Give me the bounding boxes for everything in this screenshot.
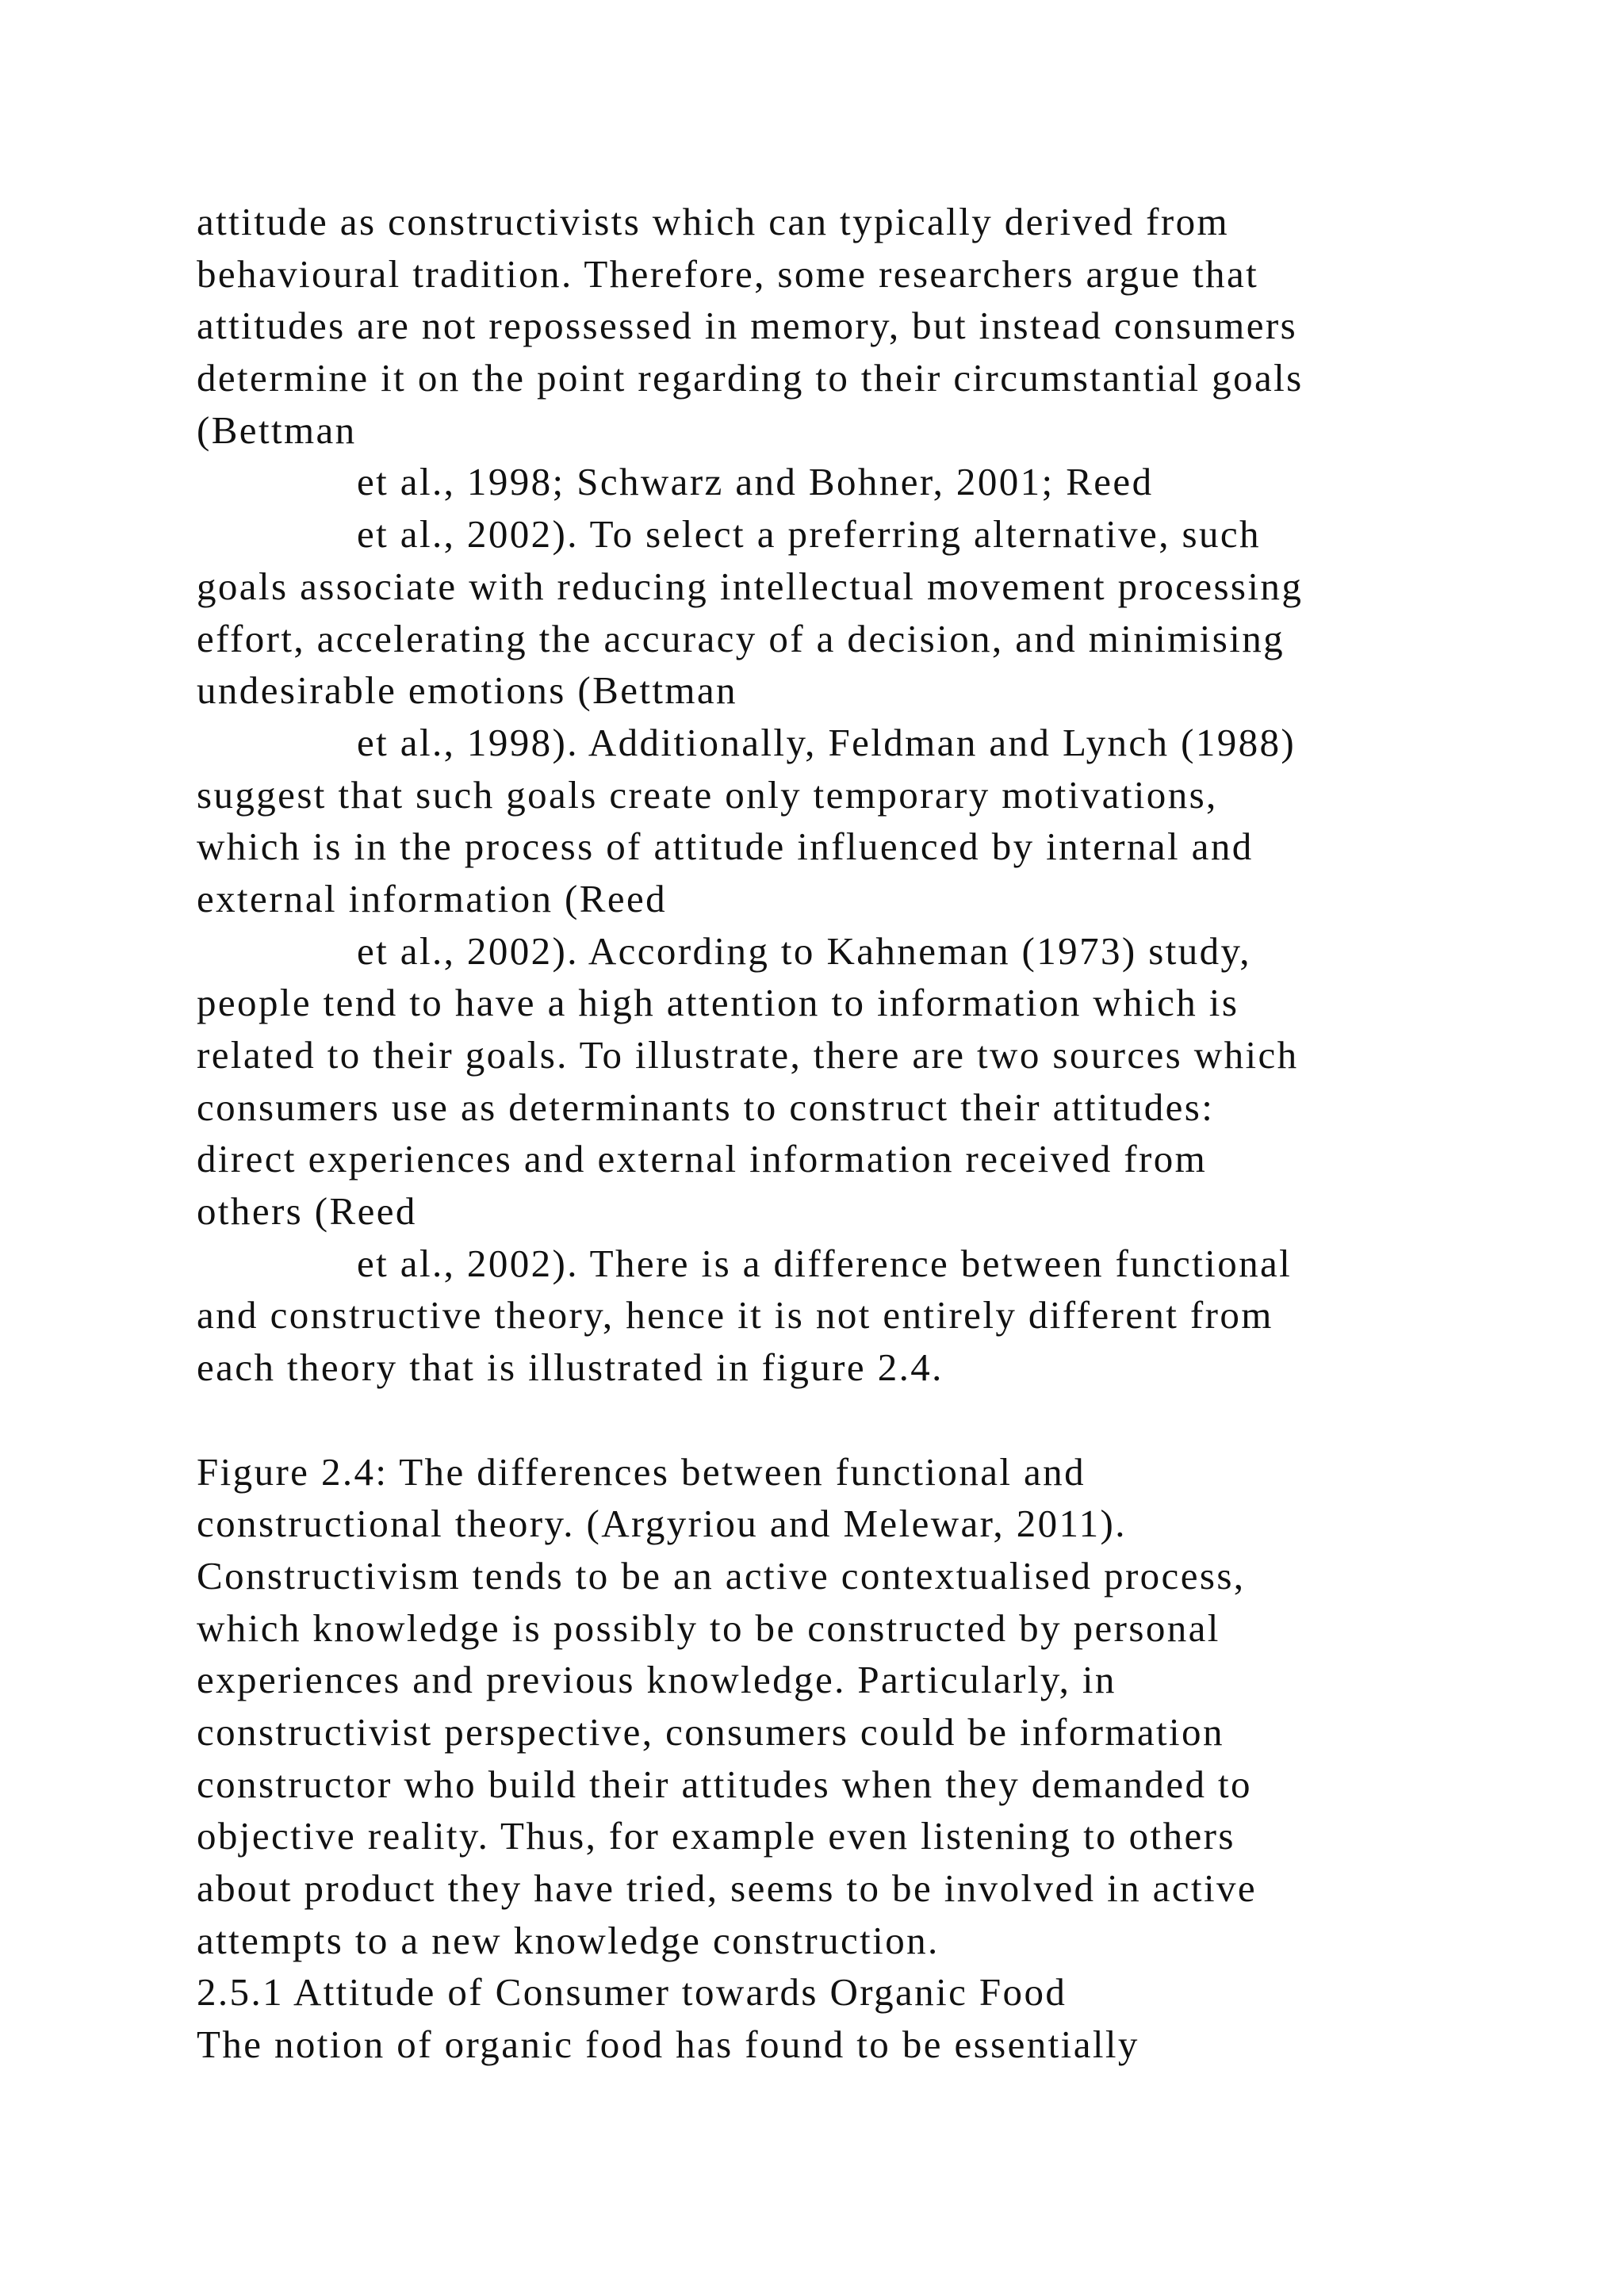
document-text	[197, 196, 1545, 2071]
text-line: suggest that such goals create only temporary motivations,	[197, 772, 1218, 817]
text-line: et al., 2002). According to Kahneman (1973) study,	[357, 928, 1251, 973]
text-line: constructional theory. (Argyriou and Melewar, 2011).	[197, 1502, 1127, 1546]
text-line: and constructive theory, hence it is not entirely different from	[197, 1293, 1274, 1337]
text-line: experiences and previous knowledge. Particularly, in	[197, 1658, 1116, 1702]
text-line: people tend to have a high attention to information which is	[197, 981, 1239, 1025]
blank-line	[197, 1394, 1545, 1446]
text-line: about product they have tried, seems to be involved in active	[197, 1866, 1258, 1910]
text-line: The notion of organic food has found to be essentially	[197, 2022, 1139, 2067]
text-line: 2.5.1 Attitude of Consumer towards Organic Food	[197, 1970, 1067, 2015]
text-line: each theory that is illustrated in figure 2.4.	[197, 1345, 944, 1390]
text-line: undesirable emotions (Bettman	[197, 668, 737, 713]
text-line: external information (Reed	[197, 876, 668, 920]
text-line: constructivist perspective, consumers could be information	[197, 1709, 1224, 1754]
text-line: behavioural tradition. Therefore, some researchers argue that	[197, 251, 1259, 296]
text-line: which is in the process of attitude influenced by internal and	[197, 825, 1254, 869]
text-line: related to their goals. To illustrate, there are two sources which	[197, 1033, 1299, 1077]
text-line: goals associate with reducing intellectual movement processing	[197, 564, 1304, 608]
text-line: consumers use as determinants to construct their attitudes:	[197, 1085, 1215, 1129]
text-line: direct experiences and external information received from	[197, 1137, 1208, 1181]
text-line: constructor who build their attitudes when they demanded to	[197, 1762, 1252, 1806]
text-line: attempts to a new knowledge construction.	[197, 1918, 940, 1962]
text-line: et al., 2002). To select a preferring alternative, such	[357, 512, 1261, 557]
text-line: which knowledge is possibly to be constructed by personal	[197, 1605, 1220, 1650]
text-line: attitudes are not repossessed in memory, but instead consumers	[197, 304, 1298, 348]
text-line: determine it on the point regarding to their circumstantial goals	[197, 356, 1304, 400]
text-line: objective reality. Thus, for example even listening to others	[197, 1814, 1235, 1858]
text-line: Figure 2.4: The differences between functional and	[197, 1449, 1086, 1494]
text-line: (Bettman	[197, 408, 357, 452]
text-line: Constructivism tends to be an active contextualised process,	[197, 1553, 1246, 1598]
text-line: et al., 1998; Schwarz and Bohner, 2001; Reed	[357, 460, 1154, 504]
text-line: others (Reed	[197, 1189, 417, 1234]
text-line: et al., 1998). Additionally, Feldman and Lynch (1988)	[357, 720, 1297, 764]
text-line: et al., 2002). There is a difference between functional	[357, 1241, 1293, 1285]
text-line: effort, accelerating the accuracy of a decision, and minimising	[197, 616, 1285, 660]
text-line: attitude as constructivists which can typically derived from	[197, 200, 1229, 243]
